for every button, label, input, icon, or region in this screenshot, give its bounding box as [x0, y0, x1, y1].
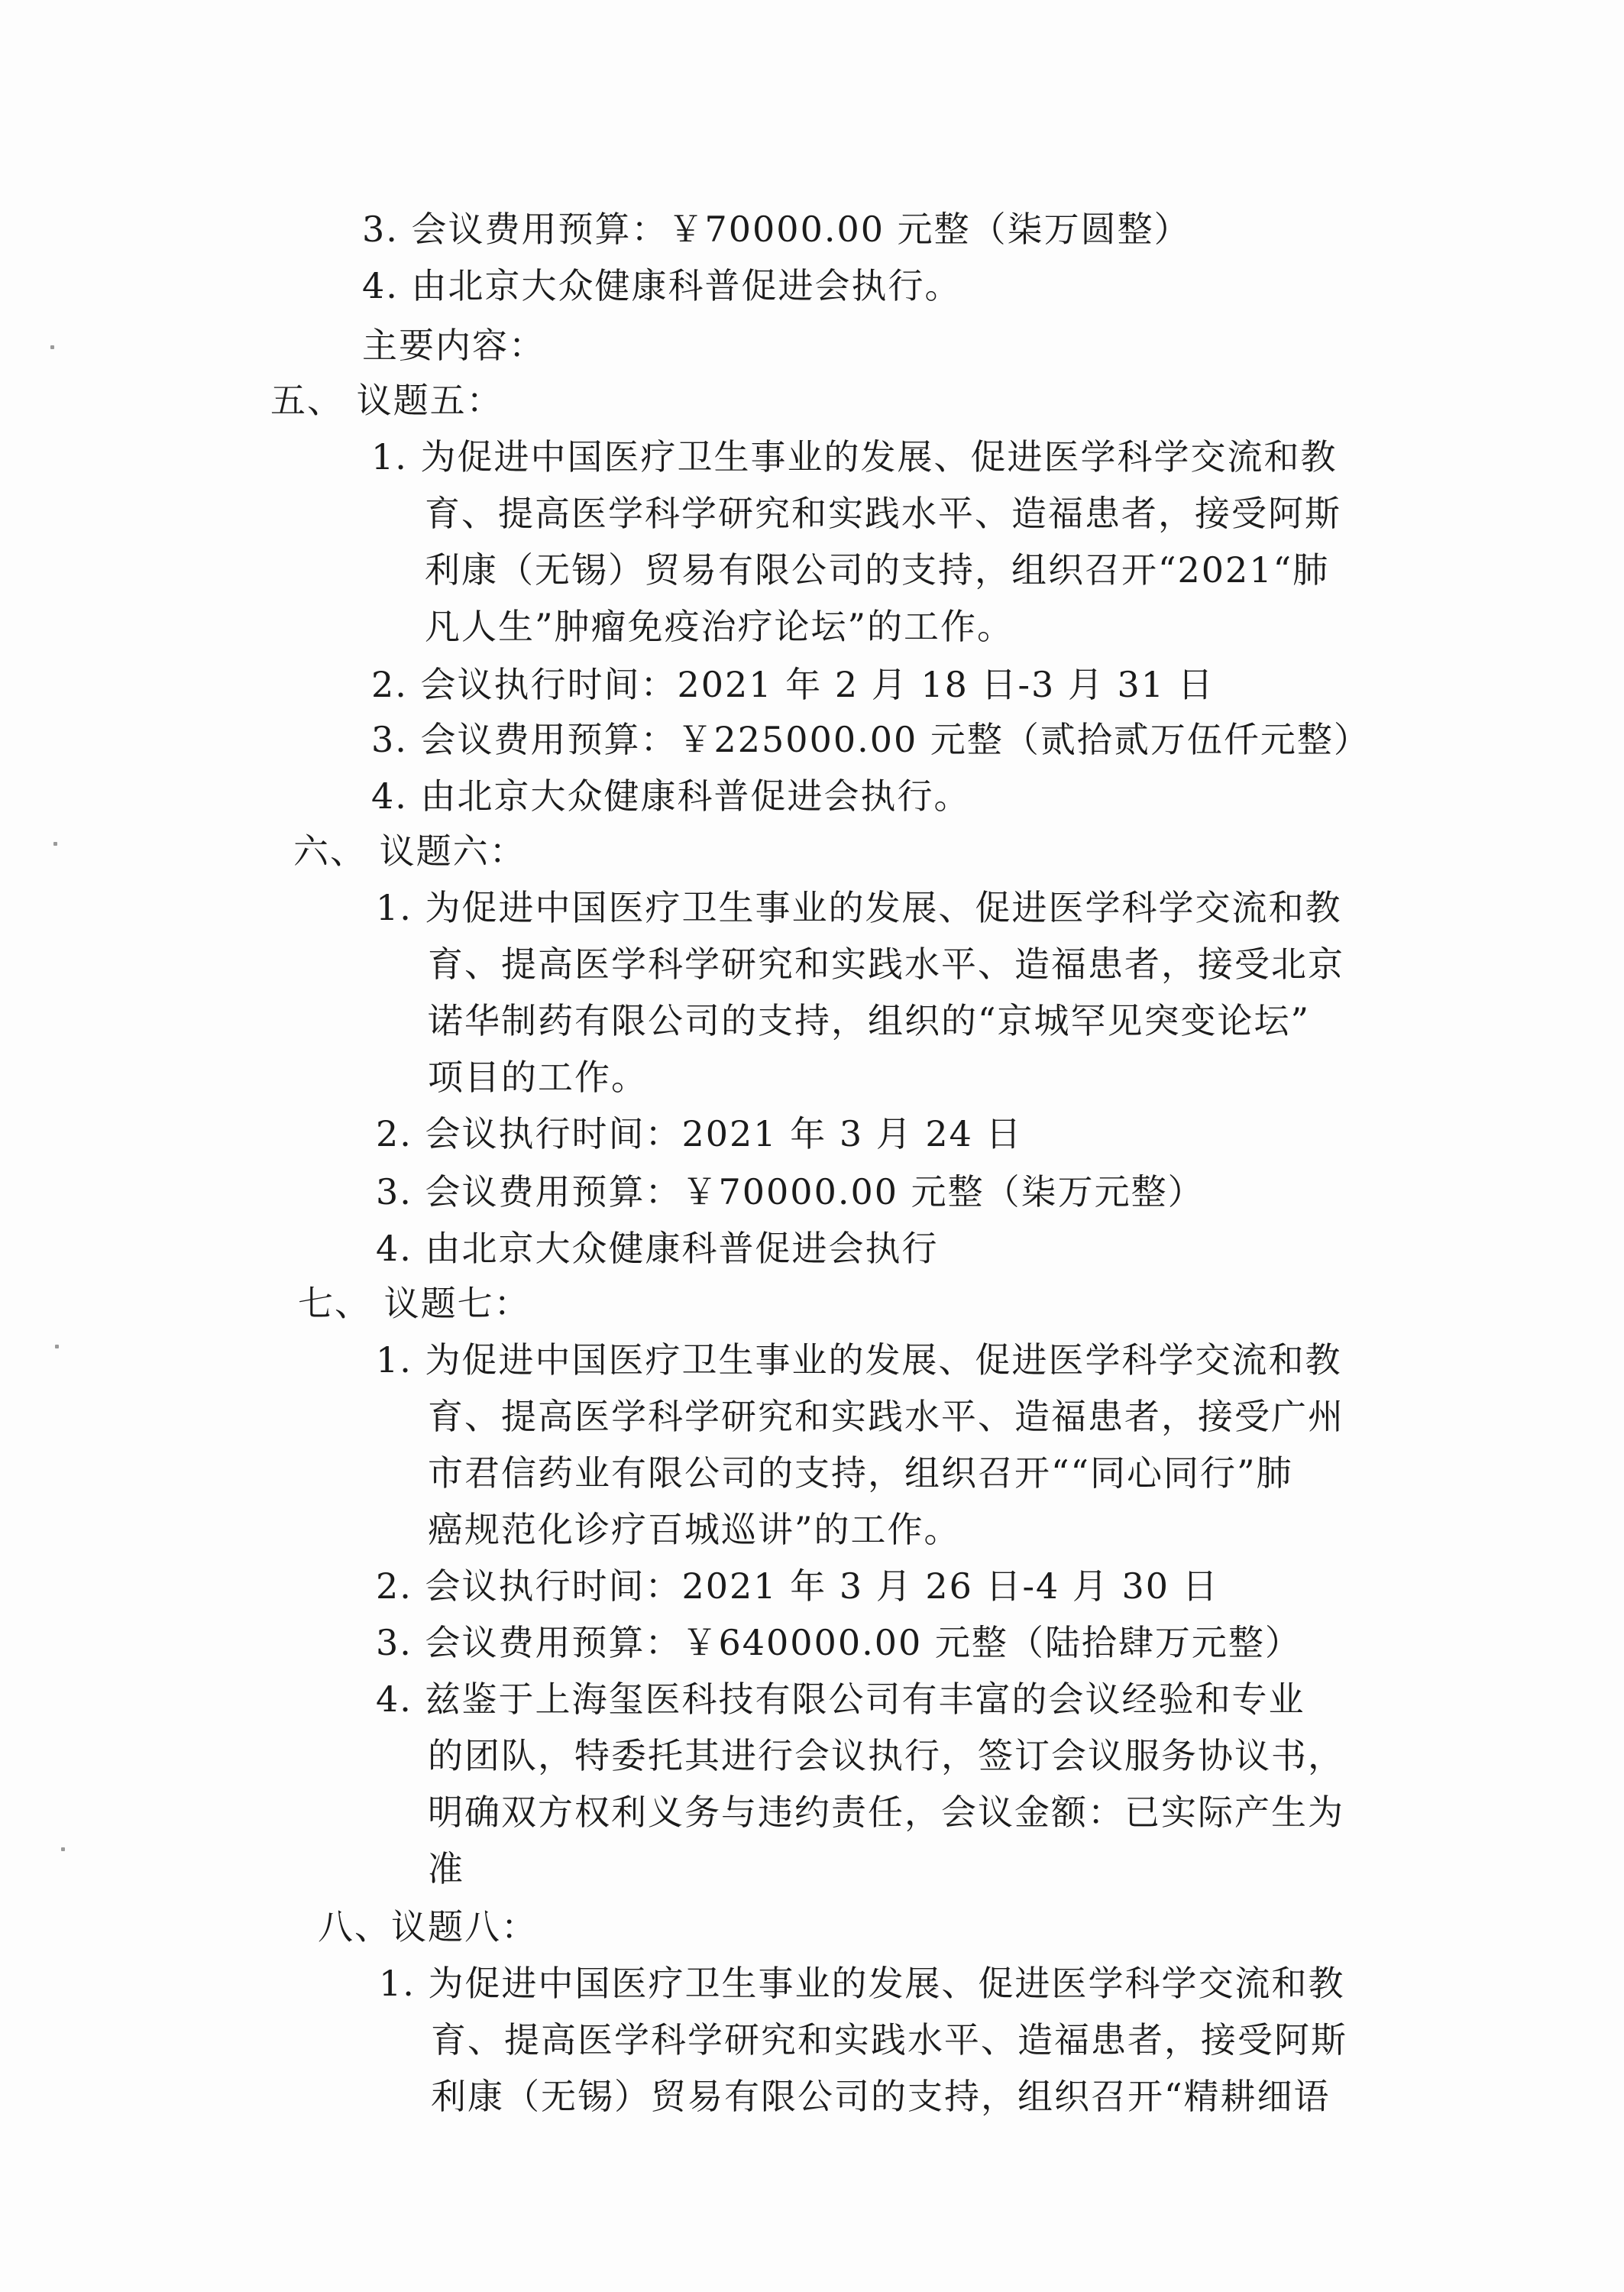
text-line: 育、提高医学科学研究和实践水平、造福患者，接受北京 — [428, 944, 1344, 985]
text-line: 癌规范化诊疗百城巡讲”的工作。 — [428, 1509, 961, 1550]
text-line: 利康（无锡）贸易有限公司的支持，组织召开“2021“肺 — [425, 549, 1330, 591]
text-line: 4. 由北京大众健康科普促进会执行。 — [362, 265, 962, 306]
text-line: 育、提高医学科学研究和实践水平、造福患者，接受阿斯 — [431, 2019, 1347, 2061]
text-line: 育、提高医学科学研究和实践水平、造福患者，接受广州 — [428, 1396, 1344, 1437]
text-line: 育、提高医学科学研究和实践水平、造福患者，接受阿斯 — [425, 493, 1341, 534]
text-line: 4. 兹鉴于上海玺医科技有限公司有丰富的会议经验和专业 — [376, 1679, 1305, 1720]
scan-mark — [50, 345, 54, 349]
text-line: 明确双方权利义务与违约责任，会议金额：已实际产生为 — [428, 1792, 1344, 1833]
scan-mark — [53, 842, 57, 846]
text-line: 诺华制药有限公司的支持，组织的“京城罕见突变论坛” — [428, 1000, 1311, 1041]
text-line: 1. 为促进中国医疗卫生事业的发展、促进医学科学交流和教 — [376, 1339, 1342, 1381]
section-heading: 八、议题八： — [318, 1906, 538, 1947]
section-heading: 五、 议题五： — [270, 380, 503, 421]
text-line: 3. 会议费用预算：￥225000.00 元整（贰拾贰万伍仟元整） — [371, 719, 1370, 760]
text-line: 市君信药业有限公司的支持，组织召开““同心同行”肺 — [428, 1452, 1293, 1494]
text-line: 1. 为促进中国医疗卫生事业的发展、促进医学科学交流和教 — [376, 887, 1342, 928]
text-line: 的团队，特委托其进行会议执行，签订会议服务协议书， — [428, 1735, 1344, 1776]
text-line: 准 — [428, 1848, 464, 1889]
text-line: 3. 会议费用预算：￥70000.00 元整（柒万元整） — [376, 1171, 1205, 1212]
text-line: 主要内容： — [362, 325, 545, 366]
scan-mark — [55, 1345, 59, 1348]
section-heading: 七、 议题七： — [298, 1283, 531, 1324]
scan-mark — [61, 1847, 65, 1851]
text-line: 4. 由北京大众健康科普促进会执行 — [376, 1228, 939, 1269]
text-line: 3. 会议费用预算：￥640000.00 元整（陆拾肆万元整） — [376, 1622, 1302, 1663]
text-line: 2. 会议执行时间：2021 年 3 月 26 日-4 月 30 日 — [376, 1565, 1219, 1607]
text-line: 3. 会议费用预算：￥70000.00 元整（柒万圆整） — [362, 209, 1191, 250]
text-line: 1. 为促进中国医疗卫生事业的发展、促进医学科学交流和教 — [379, 1963, 1345, 2004]
text-line: 1. 为促进中国医疗卫生事业的发展、促进医学科学交流和教 — [371, 436, 1338, 478]
text-line: 2. 会议执行时间：2021 年 2 月 18 日-3 月 31 日 — [371, 664, 1215, 705]
text-line: 项目的工作。 — [428, 1057, 648, 1098]
text-line: 2. 会议执行时间：2021 年 3 月 24 日 — [376, 1113, 1023, 1154]
section-heading: 六、 议题六： — [293, 830, 526, 872]
text-line: 凡人生”肿瘤免疫治疗论坛”的工作。 — [425, 606, 1014, 647]
text-line: 4. 由北京大众健康科普促进会执行。 — [371, 775, 971, 817]
text-line: 利康（无锡）贸易有限公司的支持，组织召开“精耕细语 — [431, 2076, 1331, 2117]
